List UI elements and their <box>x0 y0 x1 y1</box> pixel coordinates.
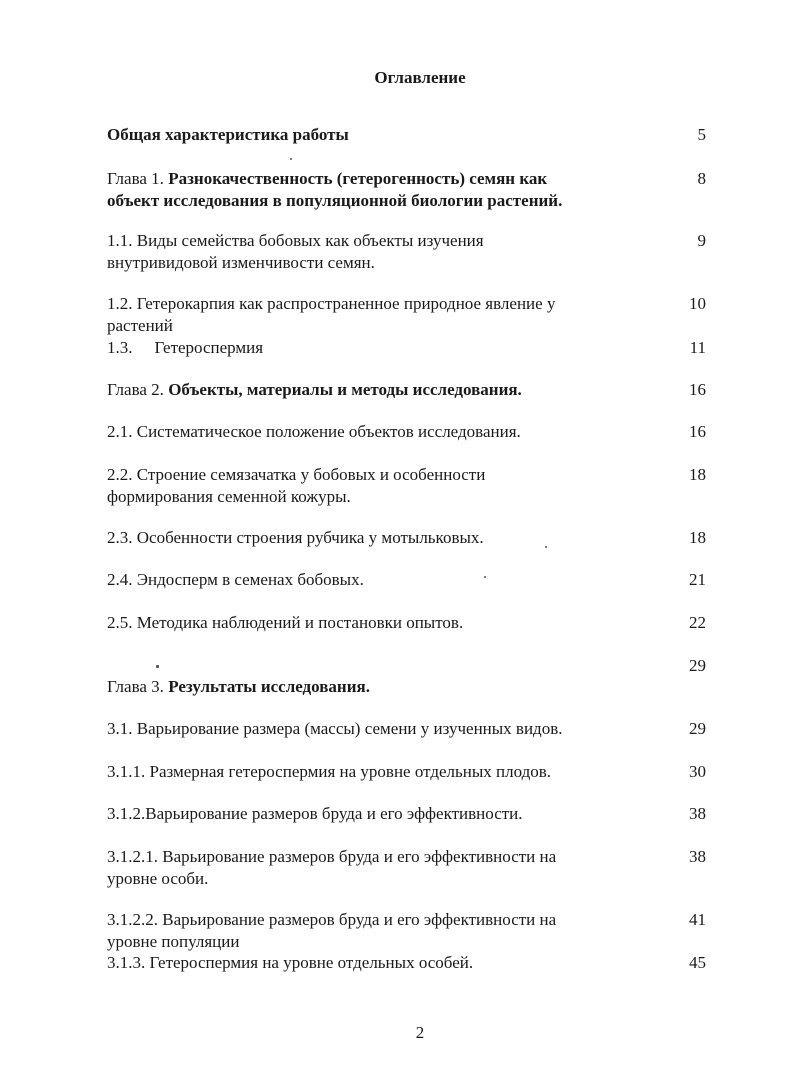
toc-entry-3-1-3: 3.1.3. Гетероспермия на уровне отдельных особей. <box>107 953 474 972</box>
toc-entry-text: Гетероспермия <box>154 338 264 357</box>
toc-page-number: 16 <box>689 422 706 441</box>
toc-entry-chapter-3 <box>107 676 627 698</box>
toc-entry-text: 1.1. Виды семейства бобовых как объекты изучения <box>107 231 484 250</box>
toc-entry-chapter-1 <box>107 168 627 212</box>
toc-page-number: 29 <box>689 719 706 738</box>
chapter-title-cont: объект исследования в популяционной биологии растений. <box>107 191 563 210</box>
chapter-prefix: Глава 1. <box>107 169 169 188</box>
chapter-prefix: Глава 2. <box>107 380 169 399</box>
toc-entry-2-5: 2.5. Методика наблюдений и постановки опытов. <box>107 613 464 632</box>
toc-page-number: 9 <box>697 231 706 250</box>
toc-entry-3-1: 3.1. Варьирование размера (массы) семени у изученных видов. <box>107 719 563 738</box>
toc-entry-2-3: 2.3. Особенности строения рубчика у мотыльковых. <box>107 528 484 547</box>
scan-speck <box>545 546 547 548</box>
toc-entry-3-1-1: 3.1.1. Размерная гетероспермия на уровне отдельных плодов. <box>107 762 552 781</box>
toc-entry-text: 3.1.2.1. Варьирование размеров бруда и его эффективности на <box>107 847 557 866</box>
chapter-title: Результаты исследования. <box>168 677 370 696</box>
toc-entry-2-2 <box>107 464 627 508</box>
toc-entry-1-2 <box>107 293 627 337</box>
toc-page-number: 21 <box>689 570 706 589</box>
scan-speck <box>156 665 159 668</box>
toc-entry-3-1-2-2 <box>107 909 627 953</box>
page-number: 2 <box>415 1023 425 1042</box>
toc-page-number: 29 <box>689 656 706 675</box>
toc-entry-text-cont: растений <box>107 316 173 335</box>
chapter-title: Разнокачественность (гетерогенность) семян как <box>168 169 548 188</box>
toc-entry-text-cont: уровне особи. <box>107 869 209 888</box>
toc-entry-chapter-2 <box>107 379 627 401</box>
toc-page-number: 18 <box>689 528 706 547</box>
toc-page-number: 45 <box>689 953 706 972</box>
toc-page-number: 10 <box>689 294 706 313</box>
toc-page-number: 41 <box>689 910 706 929</box>
toc-entry-text-cont: формирования семенной кожуры. <box>107 487 351 506</box>
toc-entry-2-1: 2.1. Систематическое положение объектов исследования. <box>107 422 521 441</box>
page-title: Оглавление <box>374 68 466 87</box>
toc-page-number: 38 <box>689 804 706 823</box>
toc-entry-1-3 <box>107 337 627 359</box>
toc-page-number: 11 <box>689 338 706 357</box>
scan-speck <box>290 158 292 160</box>
chapter-title: Объекты, материалы и методы исследования. <box>168 380 522 399</box>
toc-page-number: 18 <box>689 465 706 484</box>
toc-entry-2-4: 2.4. Эндосперм в семенах бобовых. <box>107 570 364 589</box>
chapter-prefix: Глава 3. <box>107 677 169 696</box>
toc-entry-3-1-2-1 <box>107 846 627 890</box>
toc-page-number: 30 <box>689 762 706 781</box>
toc-entry-text-cont: уровне популяции <box>107 932 240 951</box>
toc-entry-3-1-2: 3.1.2.Варьирование размеров бруда и его эффективности. <box>107 804 523 823</box>
toc-entry-number: 1.3. <box>107 338 133 357</box>
toc-page-number: 38 <box>689 847 706 866</box>
toc-page-number: 8 <box>697 169 706 188</box>
scan-speck <box>484 576 486 578</box>
toc-entry-text: 1.2. Гетерокарпия как распространенное природное явление у <box>107 294 556 313</box>
toc-page-number: 16 <box>689 380 706 399</box>
toc-entry-text: 3.1.2.2. Варьирование размеров бруда и его эффективности на <box>107 910 557 929</box>
toc-entry-1-1 <box>107 230 627 274</box>
toc-entry-text-cont: внутривидовой изменчивости семян. <box>107 253 375 272</box>
toc-page-number: 5 <box>697 125 706 144</box>
toc-page-number: 22 <box>689 613 706 632</box>
toc-entry-text: 2.2. Строение семязачатка у бобовых и особенности <box>107 465 486 484</box>
toc-entry-general: Общая характеристика работы <box>107 125 349 144</box>
